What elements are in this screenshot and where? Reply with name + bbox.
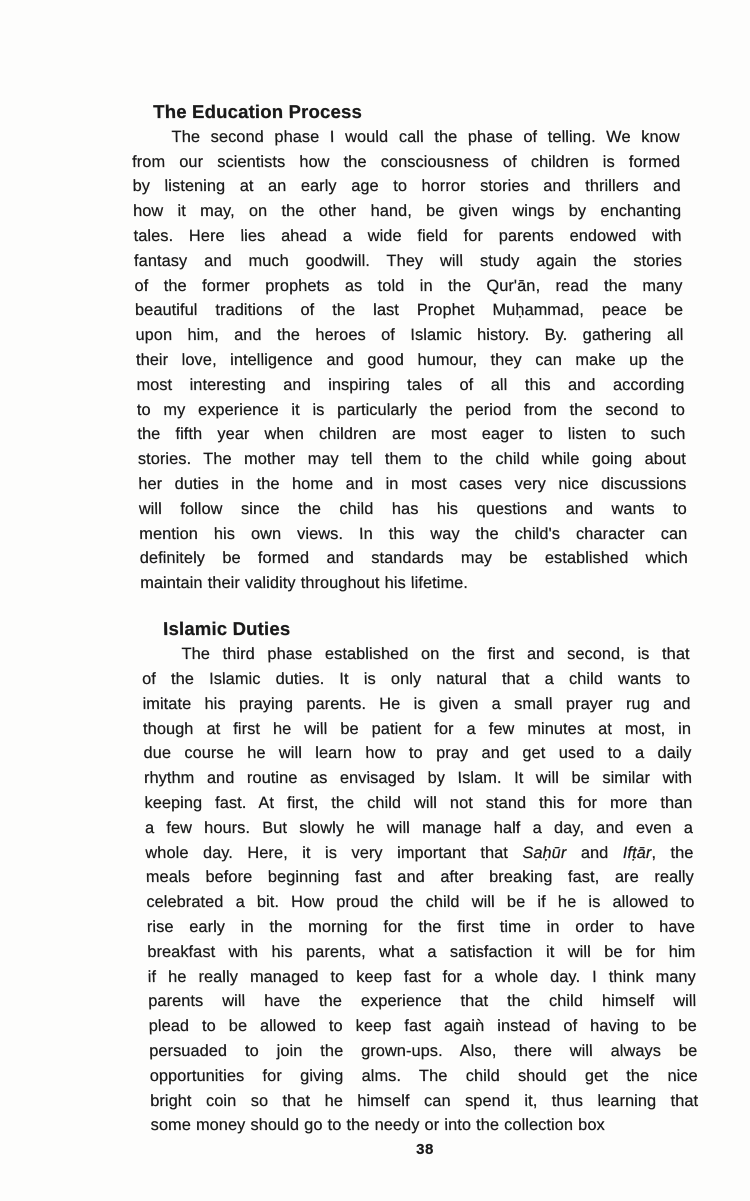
paragraph [131, 125, 688, 596]
text-line: some money should go to the needy or into the collection box [150, 1116, 605, 1135]
text-line: of the Islamic duties. It is only natural that a child wants to [141, 670, 691, 689]
italic-term: Saḥūr [522, 843, 567, 862]
text-line: from our scientists how the consciousness of children is formed [132, 152, 681, 171]
text-line: by listening at an early age to horror stories and thrillers and [132, 177, 681, 196]
text-line: their love, intelligence and good humour, they can make up the [135, 350, 685, 369]
paragraph [141, 642, 699, 1138]
text-line: rhythm and routine as envisaged by Islam. It will be similar with [143, 769, 693, 788]
text-line: most interesting and inspiring tales of all this and according [136, 375, 685, 394]
text-line: mention his own views. In this way the child's character can [139, 524, 688, 543]
text-line: though at first he will be patient for a few minutes at most, in [142, 719, 692, 738]
text-line: rise early in the morning for the first time in order to have [146, 918, 696, 936]
text-line: parents will have the experience that the child himself will [148, 992, 697, 1011]
text-line: the fifth year when children are most eager to listen to such [137, 425, 686, 444]
text-segment: and [566, 843, 623, 862]
text-segment: whole day. Here, it is very important that [145, 843, 523, 862]
text-line: The second phase I would call the phase of telling. We know [171, 127, 680, 146]
text-line: The third phase established on the first and second, is that [181, 645, 690, 664]
text-line [145, 841, 693, 866]
text-line: breakfast with his parents, what a satisfaction it will be for him [147, 942, 696, 961]
text-line: due course he will learn how to pray and get used to a daily [143, 744, 692, 763]
text-line: of the former prophets as told in the Qur'ān, read the many [134, 276, 683, 295]
text-line: beautiful traditions of the last Prophet Muḥammad, peace be [134, 301, 684, 320]
text-line: her duties in the home and in most cases very nice discussions [138, 474, 687, 493]
section [141, 617, 699, 1138]
text-line: maintain their validity throughout his lifetime. [140, 574, 469, 593]
section [131, 100, 689, 596]
text-line: celebrated a bit. How proud the child will be if he is allowed to [146, 893, 695, 912]
section-heading: The Education Process [153, 101, 363, 122]
text-line: imitate his praying parents. He is given a small prayer rug and [142, 694, 691, 713]
text-line: tales. Here lies ahead a wide field for parents endowed with [133, 226, 682, 245]
text-line: to my experience it is particularly the period from the second to [136, 400, 686, 419]
text-line: persuaded to join the grown-ups. Also, there will always be [149, 1041, 698, 1060]
text-line: definitely be formed and standards may be established which [139, 549, 688, 568]
text-block [131, 100, 699, 1138]
text-line: keeping fast. At first, the child will not stand this for more than [144, 794, 693, 813]
italic-term: Ifṭār [622, 843, 652, 862]
text-line: stories. The mother may tell them to the child while going about [137, 450, 687, 469]
text-segment: , the [651, 843, 694, 862]
text-line: how it may, on the other hand, be given wings by enchanting [132, 202, 682, 221]
text-line: plead to be allowed to keep fast agaiǹ instead of having to be [148, 1017, 697, 1036]
text-line: meals before beginning fast and after breaking fast, are really [145, 868, 695, 887]
text-line: fantasy and much goodwill. They will study again the stories [133, 251, 683, 270]
text-line: a few hours. But slowly he will manage half a day, and even a [144, 818, 694, 837]
page-number: 38 [416, 1141, 434, 1158]
text-line: will follow since the child has his questions and wants to [138, 499, 688, 518]
text-line: if he really managed to keep fast for a whole day. I think many [147, 967, 697, 986]
text-line: bright coin so that he himself can spend it, thus learning that [150, 1091, 699, 1110]
text-line: upon him, and the heroes of Islamic history. By. gathering all [135, 326, 684, 345]
section-heading: Islamic Duties [162, 618, 291, 640]
text-line: opportunities for giving alms. The child should get the nice [149, 1066, 698, 1085]
